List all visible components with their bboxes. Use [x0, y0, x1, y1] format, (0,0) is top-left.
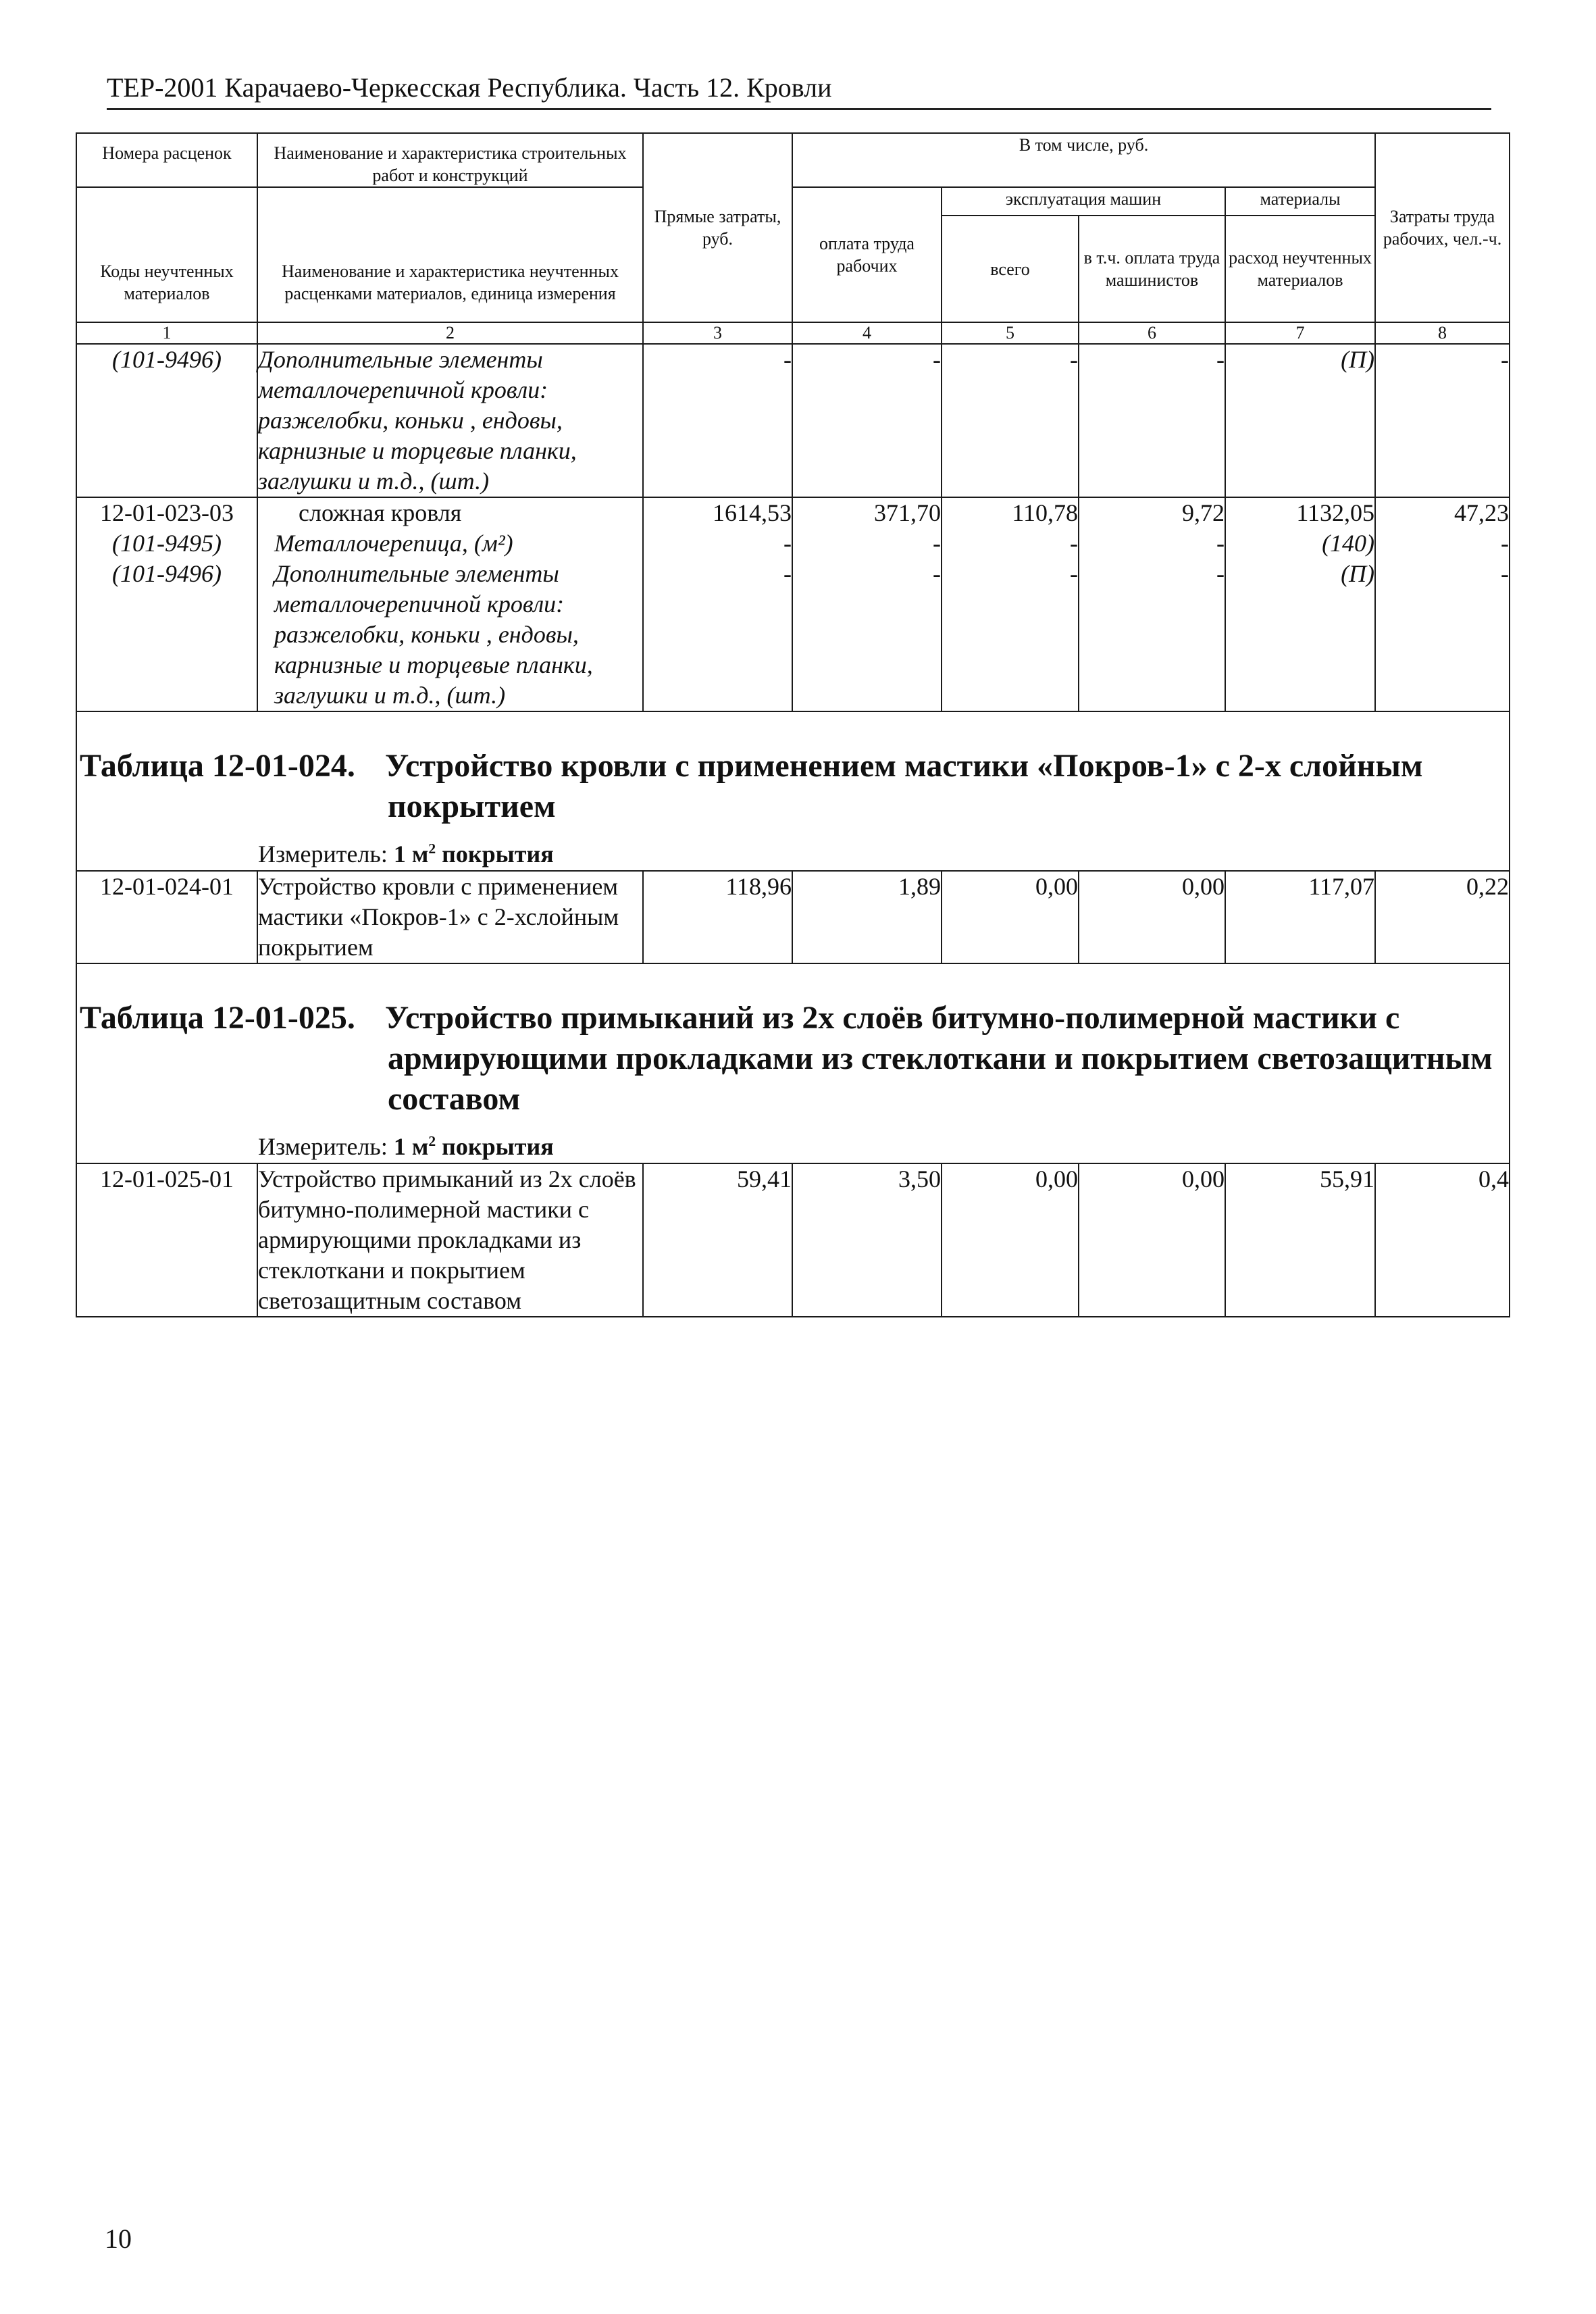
rates-table — [76, 132, 1510, 1317]
rate-code: 12-01-023-03 — [100, 499, 234, 526]
value-machines: - — [1070, 530, 1078, 557]
table-024-heading — [76, 711, 1510, 871]
value-operators: 9,72 — [1182, 499, 1225, 526]
header-worker-pay: оплата труда рабочих — [792, 187, 942, 322]
table-025-title: Устройство примыканий из 2х слоёв битумно-полимерной мастики с — [385, 1000, 1400, 1036]
column-number: 6 — [1079, 322, 1225, 344]
column-number: 8 — [1375, 322, 1510, 344]
value-worker-pay: - — [792, 344, 942, 497]
value-worker-pay: - — [933, 530, 941, 557]
rate-code: 12-01-024-01 — [76, 871, 257, 963]
header-machines-total: всего — [942, 216, 1079, 322]
work-name: Устройство кровли с применением мастики «Покров-1» с 2-хслойным покрытием — [257, 871, 643, 963]
value-materials: (П) — [1225, 344, 1375, 497]
value-direct: 59,41 — [643, 1163, 792, 1317]
value-direct: 118,96 — [643, 871, 792, 963]
table-025-unit: Измеритель: 1 $м^2$ покрытия — [258, 1133, 554, 1160]
material-name: Дополнительные элементы металлочерепичной кровли: разжелобки, коньки , ендовы, карнизные и торцевые планки, заглушки и т.д., (шт.) — [257, 344, 643, 497]
header-c2-spacer-2 — [257, 216, 643, 243]
work-name: сложная кровля — [299, 499, 462, 526]
column-number: 7 — [1225, 322, 1375, 344]
header-direct-costs: Прямые затраты, руб. — [643, 133, 792, 322]
header-including: В том числе, руб. — [792, 133, 1375, 187]
header-c1-spacer-2 — [76, 216, 257, 243]
value-direct: - — [643, 344, 792, 497]
value-operators: 0,00 — [1079, 871, 1225, 963]
table-row — [76, 497, 1510, 711]
table-row — [76, 1163, 1510, 1317]
column-number: 5 — [942, 322, 1079, 344]
material-code: (101-9495) — [112, 530, 222, 557]
value-worker-pay: 371,70 — [874, 499, 941, 526]
page-number: 10 — [105, 2223, 132, 2254]
column-number: 4 — [792, 322, 942, 344]
header-materials: материалы — [1225, 187, 1375, 216]
value-labor: 0,4 — [1375, 1163, 1510, 1317]
header-c2-spacer — [257, 187, 643, 216]
value-materials: 1132,05 — [1296, 499, 1375, 526]
value-materials: (П) — [1341, 560, 1375, 587]
header-c1-spacer — [76, 187, 257, 216]
value-labor: 47,23 — [1454, 499, 1510, 526]
table-024-title-cont: покрытием — [388, 788, 556, 824]
header-work-name: Наименование и характеристика строительных работ и конструкций — [257, 133, 643, 187]
header-labor-costs: Затраты труда рабочих, чел.-ч. — [1375, 133, 1510, 322]
header-material-use: расход неучтенных материалов — [1225, 216, 1375, 322]
value-direct: - — [783, 530, 792, 557]
column-number: 1 — [76, 322, 257, 344]
material-name: Металлочерепица, (м²) — [274, 530, 513, 557]
material-code: (101-9496) — [76, 344, 257, 497]
value-machines: 0,00 — [942, 1163, 1079, 1317]
column-number: 2 — [257, 322, 643, 344]
value-worker-pay: - — [933, 560, 941, 587]
value-operators: - — [1216, 560, 1225, 587]
value-worker-pay: 1,89 — [792, 871, 942, 963]
value-direct: 1614,53 — [713, 499, 792, 526]
value-machines: - — [942, 344, 1079, 497]
value-labor: - — [1501, 560, 1510, 587]
value-labor: - — [1375, 344, 1510, 497]
value-worker-pay: 3,50 — [792, 1163, 942, 1317]
value-labor: 0,22 — [1375, 871, 1510, 963]
value-materials: (140) — [1322, 530, 1375, 557]
value-machines: 0,00 — [942, 871, 1079, 963]
header-machines: эксплуатация машин — [942, 187, 1225, 216]
table-025-title-cont: армирующими прокладками из стеклоткани и покрытием светозащитным составом — [388, 1040, 1493, 1117]
table-024-unit: Измеритель: 1 $м^2$ покрытия — [258, 840, 554, 867]
page-header: ТЕР-2001 Карачаево-Черкесская Республика. Часть 12. Кровли — [107, 70, 1491, 110]
header-material-codes: Коды неучтенных материалов — [76, 243, 257, 322]
value-machines: - — [1070, 560, 1078, 587]
rate-code: 12-01-025-01 — [76, 1163, 257, 1317]
work-name: Устройство примыканий из 2х слоёв битумно-полимерной мастики с армирующими прокладками из стеклоткани и покрытием светозащитным составом — [257, 1163, 643, 1317]
header-operator-pay: в т.ч. оплата труда машинистов — [1079, 216, 1225, 322]
value-operators: - — [1079, 344, 1225, 497]
table-row — [76, 344, 1510, 497]
value-direct: - — [783, 560, 792, 587]
table-025-label: Таблица 12-01-025. — [80, 1000, 355, 1036]
table-025-heading — [76, 963, 1510, 1163]
header-material-names: Наименование и характеристика неучтенных расценками материалов, единица измерения — [257, 243, 643, 322]
value-machines: 110,78 — [1012, 499, 1078, 526]
value-materials: 117,07 — [1225, 871, 1375, 963]
table-024-label: Таблица 12-01-024. — [80, 748, 355, 784]
material-name: Дополнительные элементы металлочерепичной кровли: разжелобки, коньки , ендовы, карнизные и торцевые планки, заглушки и т.д., (шт.) — [274, 560, 593, 709]
value-operators: 0,00 — [1079, 1163, 1225, 1317]
column-number: 3 — [643, 322, 792, 344]
table-024-title: Устройство кровли с применением мастики «Покров-1» с 2-х слойным — [385, 748, 1423, 784]
header-rate-numbers: Номера расценок — [76, 133, 257, 187]
material-code: (101-9496) — [112, 560, 222, 587]
value-materials: 55,91 — [1225, 1163, 1375, 1317]
value-operators: - — [1216, 530, 1225, 557]
value-labor: - — [1501, 530, 1510, 557]
table-row — [76, 871, 1510, 963]
